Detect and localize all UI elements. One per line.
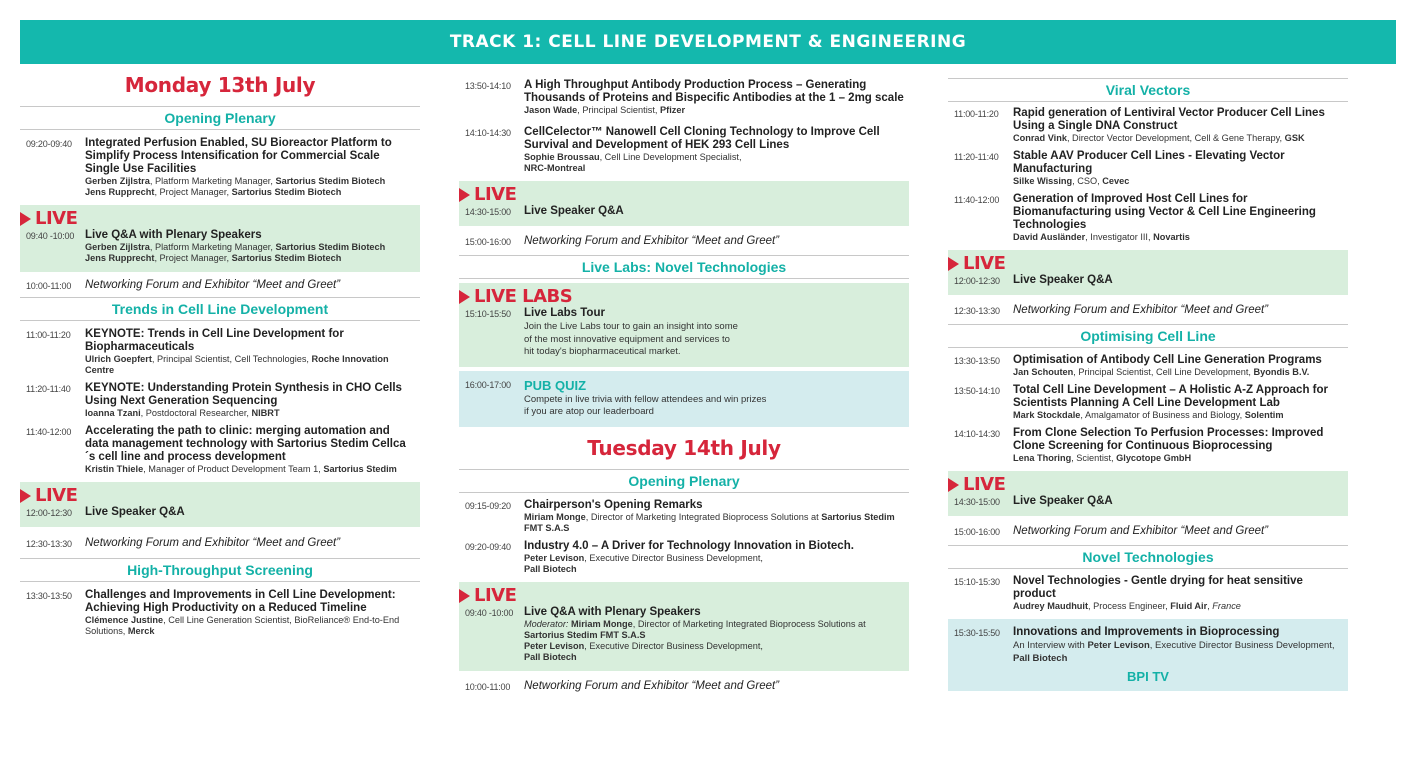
column-right <box>948 76 1348 695</box>
session-row <box>459 537 909 578</box>
speaker: Jens Rupprecht, Project Manager, Sartorius Stedim Biotech <box>85 253 342 263</box>
live-labs-tag: LIVE LABS <box>459 287 909 307</box>
session-title: Challenges and Improvements in Cell Line Development: Achieving High Productivity on a Reduced Timeline <box>85 589 396 614</box>
section-heading: Novel Technologies <box>948 545 1348 569</box>
live-session-box <box>948 471 1348 516</box>
session-row <box>459 123 909 177</box>
session-row <box>459 375 909 422</box>
speaker-org: Pall Biotech <box>524 651 577 662</box>
session-time: 10:00-11:00 <box>465 681 511 692</box>
session-row <box>948 520 1348 543</box>
session-description: Join the Live Labs tour to gain an insight into some of the most innovative equipment and services to hit today's biopharmaceutical market. <box>524 321 738 357</box>
session-row <box>20 379 420 422</box>
speaker-org: NRC-Montreal <box>524 163 586 173</box>
speaker: Jens Rupprecht, Project Manager, Sartorius Stedim Biotech <box>85 187 342 197</box>
session-title: Rapid generation of Lentiviral Vector Producer Cell Lines Using a Single DNA Construct <box>1013 107 1325 132</box>
session-time: 09:15-09:20 <box>465 500 511 511</box>
play-icon <box>459 188 470 202</box>
session-time: 11:40-12:00 <box>26 427 72 437</box>
speaker: Clémence Justine, Cell Line Generation Scientist, BioReliance® End-to-End Solutions, Merck <box>85 615 400 636</box>
session-row <box>948 495 1348 511</box>
session-time: 09:20-09:40 <box>465 541 511 552</box>
session-time: 15:30-15:50 <box>954 628 1000 638</box>
session-time: 15:10-15:30 <box>954 577 1000 587</box>
session-title: Stable AAV Producer Cell Lines - Elevating Vector Manufacturing <box>1013 150 1285 175</box>
session-time: 11:00-11:20 <box>954 109 999 119</box>
session-row <box>20 134 420 201</box>
session-time: 13:30-13:50 <box>954 356 1000 366</box>
session-title: Generation of Improved Host Cell Lines for Biomanufacturing using Vector & Cell Line Engineering Technologies <box>1013 193 1316 231</box>
session-title: Networking Forum and Exhibitor “Meet and Greet” <box>524 235 780 247</box>
section-heading: High-Throughput Screening <box>20 558 420 582</box>
session-row <box>20 531 420 556</box>
session-time: 12:00-12:30 <box>26 508 72 518</box>
session-row <box>948 299 1348 322</box>
session-row <box>948 351 1348 381</box>
session-title: A High Throughput Antibody Production Process – Generating Thousands of Proteins and Bispecific Antibodies at the 1 – 2mg scale <box>524 79 904 104</box>
live-session-box <box>20 482 420 527</box>
play-icon <box>948 478 959 492</box>
speaker: Conrad Vink, Director Vector Development, Cell & Gene Therapy, GSK <box>1013 133 1305 143</box>
session-title: Networking Forum and Exhibitor “Meet and Greet” <box>1013 525 1269 537</box>
speaker: Gerben Zijlstra, Platform Marketing Manager, Sartorius Stedim Biotech <box>85 176 386 186</box>
session-row <box>20 586 420 640</box>
live-labs-box <box>459 283 909 367</box>
speaker: David Ausländer, Investigator III, Novartis <box>1013 232 1190 242</box>
session-row <box>459 675 909 698</box>
live-session-box <box>459 582 909 671</box>
session-time: 14:30-15:00 <box>465 207 511 217</box>
session-row <box>20 229 420 267</box>
session-title: Live Speaker Q&A <box>1013 495 1113 507</box>
session-time: 11:20-11:40 <box>26 384 71 394</box>
session-title: KEYNOTE: Trends in Cell Line Development for Biopharmaceuticals <box>85 328 344 353</box>
session-row <box>20 325 420 379</box>
pub-quiz-box <box>459 371 909 427</box>
play-icon <box>459 290 470 304</box>
session-time: 09:20-09:40 <box>26 139 72 149</box>
session-title: Live Speaker Q&A <box>1013 274 1113 286</box>
bpi-tv-label: BPI TV <box>1127 669 1169 684</box>
session-title: Novel Technologies - Gentle drying for heat sensitive product <box>1013 575 1303 600</box>
session-time: 11:00-11:20 <box>26 330 71 340</box>
column-monday <box>20 68 420 640</box>
session-time: 12:00-12:30 <box>954 276 1000 286</box>
speaker: Ulrich Goepfert, Principal Scientist, Cell Technologies, Roche Innovation Centre <box>85 354 389 375</box>
speaker: Peter Levison, Executive Director Business Development, <box>524 552 763 563</box>
session-title: From Clone Selection To Perfusion Processes: Improved Clone Screening for Continuous Bioprocessing <box>1013 427 1324 452</box>
session-title: Total Cell Line Development – A Holistic A-Z Approach for Scientists Planning A Cell Line Development Lab <box>1013 384 1329 409</box>
session-title: KEYNOTE: Understanding Protein Synthesis in CHO Cells Using Next Generation Sequencing <box>85 382 402 407</box>
session-time: 12:30-13:30 <box>26 539 72 549</box>
session-title: Chairperson's Opening Remarks <box>524 498 703 511</box>
moderator: Moderator: Miriam Monge, Director of Marketing Integrated Bioprocess Solutions at Sartorius Stedim FMT S.A.S <box>524 618 866 640</box>
session-row <box>948 572 1348 615</box>
speaker: Gerben Zijlstra, Platform Marketing Manager, Sartorius Stedim Biotech <box>85 242 386 252</box>
live-tag: LIVE <box>20 486 420 506</box>
session-row <box>948 424 1348 467</box>
session-title: Networking Forum and Exhibitor “Meet and Greet” <box>85 279 341 291</box>
section-heading: Viral Vectors <box>948 78 1348 102</box>
session-title: Accelerating the path to clinic: merging automation and data management technology with Sartorius Stedim Cellca´s cell line and process development <box>85 425 406 463</box>
live-tag: LIVE <box>459 185 909 205</box>
section-heading: Trends in Cell Line Development <box>20 297 420 321</box>
live-tag: LIVE <box>20 209 420 229</box>
track-banner: TRACK 1: CELL LINE DEVELOPMENT & ENGINEERING <box>20 20 1396 64</box>
session-row <box>459 76 909 119</box>
session-title: Live Speaker Q&A <box>524 205 624 217</box>
session-title: Integrated Perfusion Enabled, SU Bioreactor Platform to Simplify Process Intensification for Commercial Scale Single Use Facilities <box>85 137 392 175</box>
session-time: 15:10-15:50 <box>465 309 511 319</box>
session-title: Innovations and Improvements in Bioprocessing <box>1013 626 1280 638</box>
day-title: Tuesday 14th July <box>587 435 781 460</box>
session-title: PUB QUIZ <box>524 377 587 393</box>
session-time: 11:40-12:00 <box>954 195 1000 205</box>
session-row <box>948 274 1348 290</box>
session-row <box>459 496 909 537</box>
session-row <box>459 205 909 221</box>
session-title: Industry 4.0 – A Driver for Technology Innovation in Biotech. <box>524 539 854 552</box>
session-time: 13:50-14:10 <box>465 81 511 91</box>
session-time: 14:30-15:00 <box>954 497 1000 507</box>
session-row <box>948 147 1348 190</box>
session-time: 15:00-16:00 <box>465 237 511 247</box>
play-icon <box>948 257 959 271</box>
speaker: Kristin Thiele, Manager of Product Development Team 1, Sartorius Stedim <box>85 464 397 474</box>
session-title: Live Speaker Q&A <box>85 506 185 518</box>
day-title: Monday 13th July <box>124 73 316 97</box>
live-session-box <box>20 205 420 272</box>
live-tag: LIVE <box>948 254 1348 274</box>
play-icon <box>20 212 31 226</box>
session-title: Networking Forum and Exhibitor “Meet and Greet” <box>85 537 341 549</box>
session-time: 13:30-13:50 <box>26 591 72 601</box>
session-time: 14:10-14:30 <box>465 128 511 138</box>
play-icon <box>20 489 31 503</box>
session-row <box>459 230 909 253</box>
session-time: 09:40 -10:00 <box>26 231 75 241</box>
live-tag: LIVE <box>459 586 909 606</box>
live-session-box <box>459 181 909 226</box>
live-session-box <box>948 250 1348 295</box>
section-heading: Opening Plenary <box>459 469 909 493</box>
speaker: Peter Levison, Executive Director Business Development, <box>524 640 763 651</box>
section-heading: Optimising Cell Line <box>948 324 1348 348</box>
speaker: Miriam Monge, Director of Marketing Integrated Bioprocess Solutions at Sartorius Stedim FMT S.A.S <box>524 511 895 533</box>
session-time: 13:50-14:10 <box>954 386 1000 396</box>
speaker: Ioanna Tzani, Postdoctoral Researcher, NIBRT <box>85 408 280 418</box>
session-time: 15:00-16:00 <box>954 527 1000 537</box>
session-row <box>459 606 909 666</box>
speaker: Jason Wade, Principal Scientist, Pfizer <box>524 105 686 115</box>
session-title: Live Q&A with Plenary Speakers <box>85 229 262 241</box>
session-row <box>20 422 420 478</box>
session-description: An Interview with Peter Levison, Executive Director Business Development, Pall Biotech <box>1013 640 1335 664</box>
speaker: Sophie Broussau, Cell Line Development Specialist, <box>524 152 742 162</box>
speaker: Lena Thoring, Scientist, Glycotope GmbH <box>1013 453 1192 463</box>
session-title: Live Labs Tour <box>524 307 605 319</box>
session-title: Networking Forum and Exhibitor “Meet and Greet” <box>524 679 780 692</box>
session-row <box>948 104 1348 147</box>
session-row <box>459 307 909 362</box>
section-heading: Live Labs: Novel Technologies <box>459 255 909 279</box>
section-heading: Opening Plenary <box>20 106 420 130</box>
speaker: Audrey Maudhuit, Process Engineer, Fluid Air, France <box>1013 601 1241 611</box>
session-title: Optimisation of Antibody Cell Line Generation Programs <box>1013 354 1322 366</box>
live-tag: LIVE <box>948 475 1348 495</box>
session-time: 12:30-13:30 <box>954 306 1000 316</box>
column-middle <box>459 76 909 698</box>
speaker: Mark Stockdale, Amalgamator of Business and Biology, Solentim <box>1013 410 1284 420</box>
speaker: Silke Wissing, CSO, Cevec <box>1013 176 1130 186</box>
session-title: CellCelector™ Nanowell Cell Cloning Technology to Improve Cell Survival and Development of HEK 293 Cell Lines <box>524 126 880 151</box>
session-time: 16:00-17:00 <box>465 379 511 390</box>
play-icon <box>459 589 470 603</box>
bpi-tv-box <box>948 619 1348 691</box>
session-title: Networking Forum and Exhibitor “Meet and Greet” <box>1013 304 1269 316</box>
session-description: Compete in live trivia with fellow attendees and win prizes if you are atop our leaderboard <box>524 393 767 417</box>
session-row <box>948 623 1348 668</box>
speaker: Jan Schouten, Principal Scientist, Cell Line Development, Byondis B.V. <box>1013 367 1310 377</box>
session-time: 09:40 -10:00 <box>465 607 514 618</box>
session-row <box>20 276 420 295</box>
session-title: Live Q&A with Plenary Speakers <box>524 605 701 618</box>
session-time: 11:20-11:40 <box>954 152 999 162</box>
session-row <box>948 381 1348 424</box>
session-time: 14:10-14:30 <box>954 429 1000 439</box>
session-row <box>20 506 420 522</box>
session-time: 10:00-11:00 <box>26 281 72 291</box>
session-row <box>948 190 1348 246</box>
speaker-org: Pall Biotech <box>524 563 577 574</box>
